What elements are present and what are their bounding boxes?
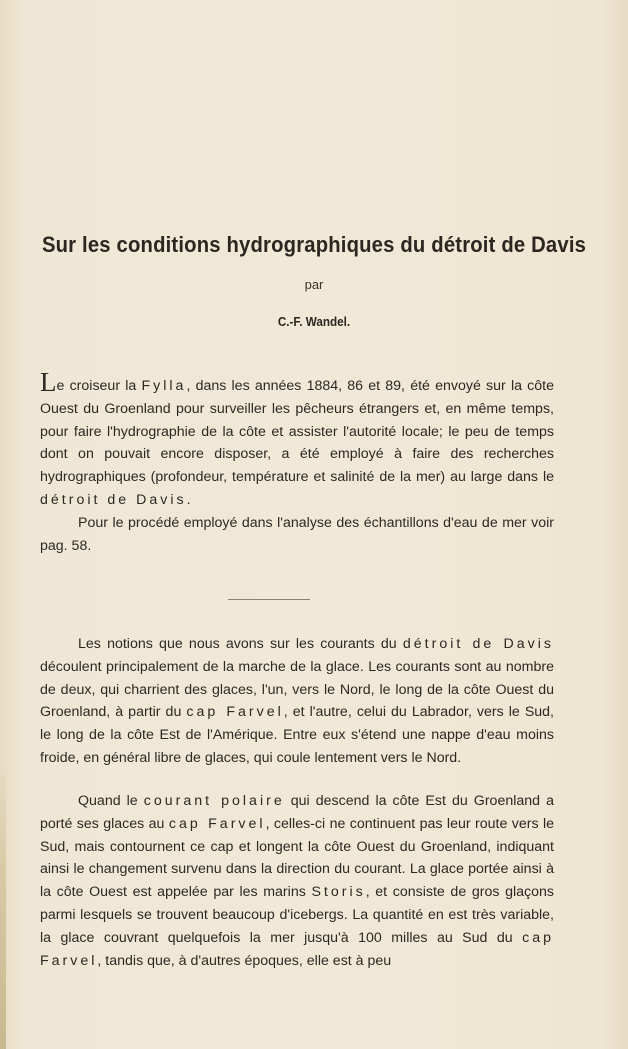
paragraph-1 bbox=[40, 367, 554, 512]
place-name: cap Farvel bbox=[168, 815, 266, 832]
paragraph-3 bbox=[40, 633, 554, 770]
text-run: , tandis que, à d'autres époques, elle est à peu bbox=[97, 952, 392, 969]
term-name: Storis bbox=[311, 884, 366, 901]
text-run: , celles-ci ne continuent pas leur route vers le Sud, mais contournent ce cap et longent la côte Ouest du Groenland, indiquant ainsi le changement survenu dans la direction du courant. La glace portée ainsi à la côte Ouest est appelée par les marins bbox=[40, 815, 554, 901]
text-run: qui descend la côte Est du Groenland a porté ses glaces au bbox=[40, 793, 554, 832]
text-run: , dans les années 1884, 86 et 89, été envoyé sur la côte Ouest du Groenland pour surveiller les pêcheurs étrangers et, en même temps, pour faire l'hydrographie de la côte et assister l'autorité locale; le peu de temps dont on pouvait encore disposer, a été employé à faire des recherches hydrographiques (profondeur, température et salinité de la mer) au large dans le bbox=[40, 378, 554, 486]
text-run: découlent principalement de la marche de la glace. Les courants sont au nombre de deux, qui charrient des glaces, l'un, vers le Nord, le long de la côte Ouest du Groenland, à partir du bbox=[40, 658, 554, 721]
paragraph-4 bbox=[40, 790, 554, 972]
article-title: Sur les conditions hydrographiques du détroit de Davis bbox=[41, 232, 587, 257]
drop-cap: L bbox=[40, 367, 57, 397]
paragraph-currents bbox=[40, 633, 554, 770]
paragraph-intro bbox=[40, 367, 554, 557]
paragraph-polar-current bbox=[40, 790, 554, 972]
page-edge-stain bbox=[0, 760, 6, 1049]
place-name: détroit de Davis bbox=[402, 636, 555, 652]
place-name: cap Farvel bbox=[186, 704, 284, 721]
byline-par: par bbox=[304, 277, 324, 292]
term-name: courant polaire bbox=[143, 793, 285, 809]
text-run: Quand le bbox=[78, 793, 144, 809]
section-divider bbox=[228, 599, 310, 600]
text-run: e croiseur la bbox=[56, 378, 142, 394]
text-run: , et l'autre, celui du Labrador, vers le Sud, le long de la côte Est de l'Amérique. Entre eux s'étend une nappe d'eau moins froide, en général libre de glaces, qui coule lentement vers le Nord. bbox=[40, 704, 555, 766]
place-name: détroit de Davis bbox=[40, 491, 187, 508]
text-run: . bbox=[186, 491, 191, 508]
place-name: cap Farvel bbox=[40, 929, 554, 969]
ship-name: Fylla bbox=[141, 378, 187, 394]
author-name: C.-F. Wandel. bbox=[277, 314, 351, 329]
paragraph-2: Pour le procédé employé dans l'analyse des échantillons d'eau de mer voir pag. 58. bbox=[40, 514, 554, 554]
text-run: Les notions que nous avons sur les courants du bbox=[78, 636, 403, 652]
text-run: , et consiste de gros glaçons parmi lesquels se trouvent beaucoup d'icebergs. La quantité en est très variable, la glace couvrant quelquefois la mer jusqu'à 100 milles au Sud du bbox=[40, 884, 554, 946]
